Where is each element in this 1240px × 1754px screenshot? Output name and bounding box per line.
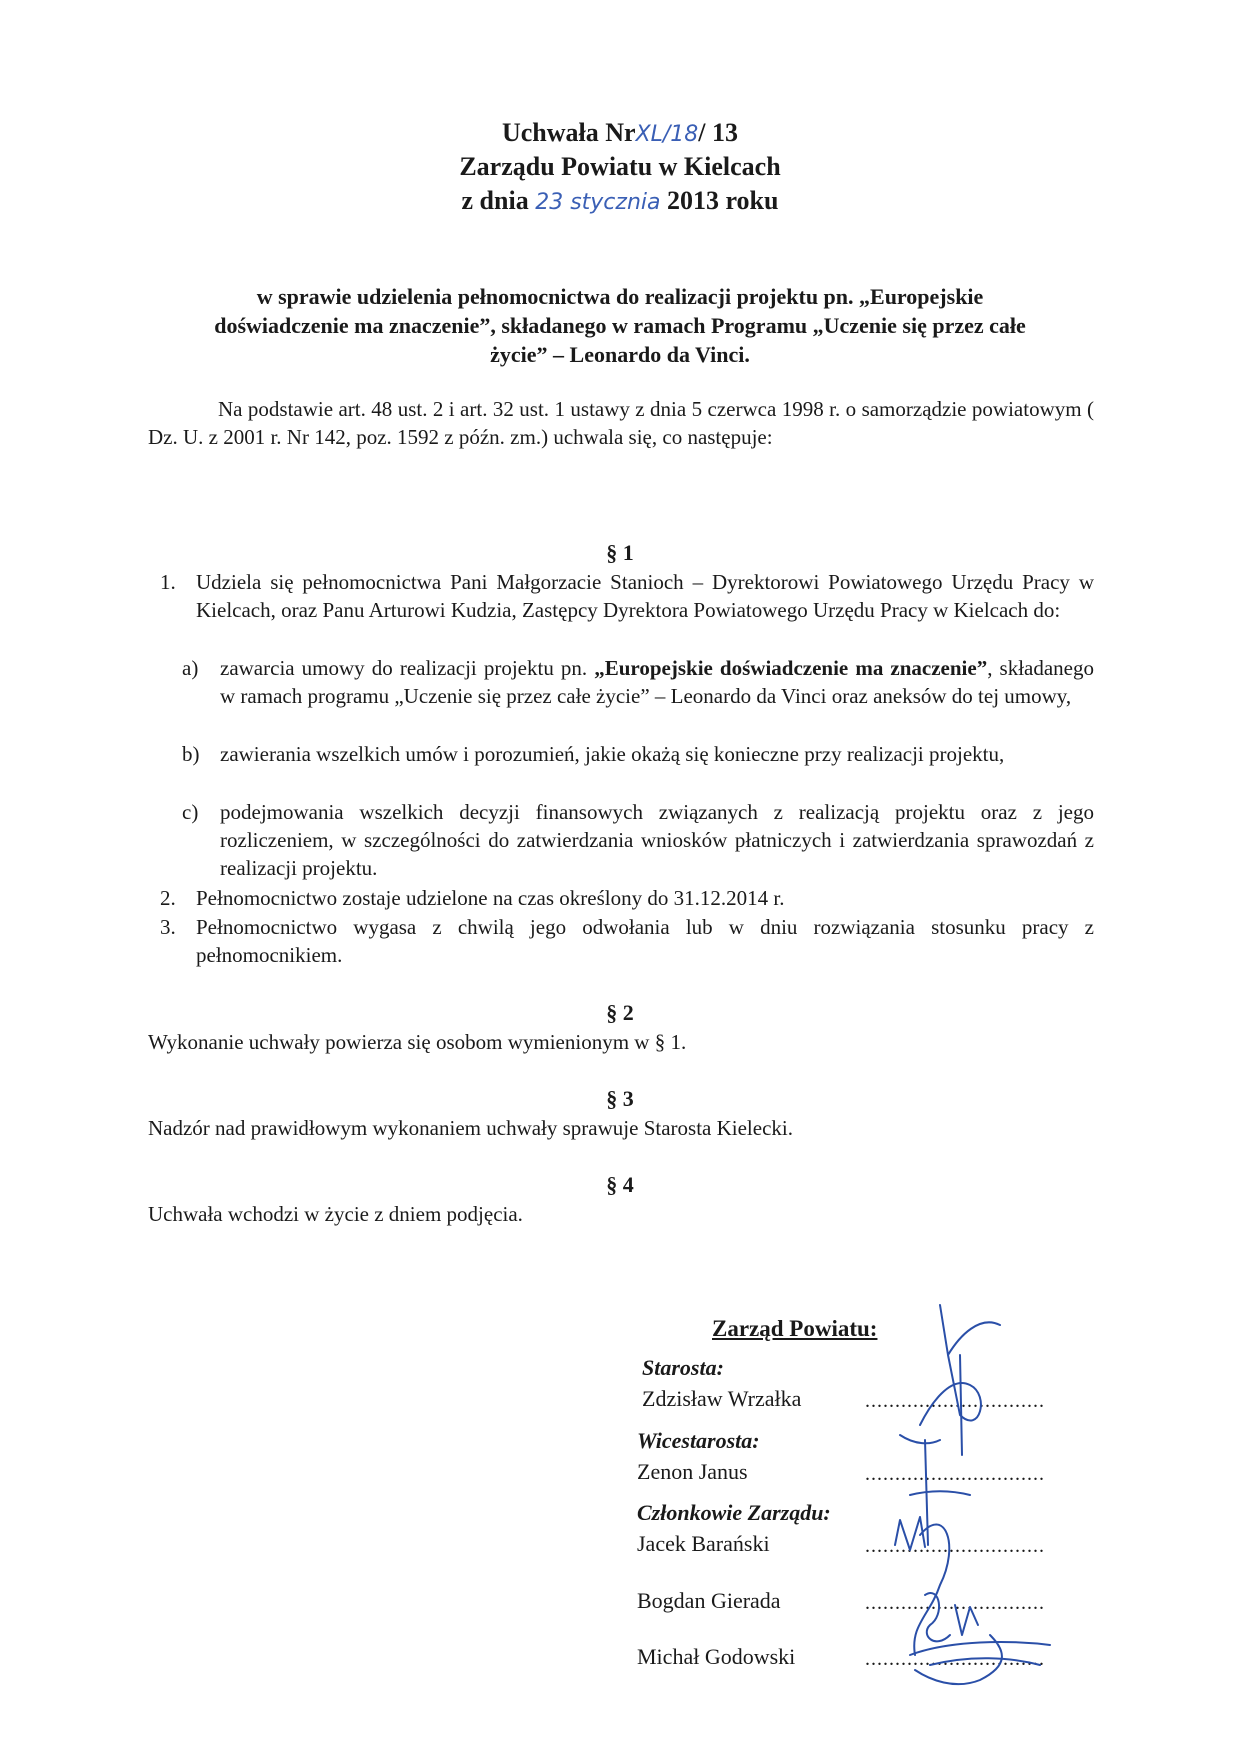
handwritten-number: XL/18 bbox=[635, 122, 699, 147]
item-a-text-pre: zawarcia umowy do realizacji projektu pn. bbox=[220, 656, 588, 680]
role-board-members: Członkowie Zarządu: bbox=[637, 1500, 831, 1525]
subject-line-1: w sprawie udzielenia pełnomocnictwa do realizacji projektu pn. „Europejskie bbox=[256, 284, 984, 309]
handwritten-signatures bbox=[870, 1295, 1070, 1695]
signature-line-2: .............................. bbox=[865, 1463, 1045, 1485]
subject-line-2: doświadczenie ma znaczenie”, składanego w ramach Programu „Uczenie się przez całe bbox=[214, 313, 1026, 338]
role-starosta: Starosta: bbox=[642, 1355, 724, 1380]
signatory-name-3: Jacek Barański bbox=[637, 1531, 770, 1556]
section-4-text: Uchwała wchodzi w życie z dniem podjęcia. bbox=[148, 1202, 523, 1226]
section-3-heading: § 3 bbox=[606, 1086, 634, 1111]
signature-line-4: .............................. bbox=[865, 1592, 1045, 1614]
preamble: Na podstawie art. 48 ust. 2 i art. 32 ust. 1 ustawy z dnia 5 czerwca 1998 r. o samorządzie powiatowym ( Dz. U. z 2001 r. Nr 142, poz. 1592 z późn. zm.) uchwala się, co następuje: bbox=[148, 397, 1094, 449]
item-a-label: a) bbox=[182, 656, 199, 680]
issuing-body: Zarządu Powiatu w Kielcach bbox=[459, 152, 781, 181]
item-b-text: zawierania wszelkich umów i porozumień, jakie okażą się konieczne przy realizacji projektu, bbox=[220, 742, 1005, 766]
signature-line-3: .............................. bbox=[865, 1535, 1045, 1557]
signature-wicestarosta bbox=[900, 1435, 970, 1545]
signatory-name-1: Zdzisław Wrzałka bbox=[642, 1386, 802, 1411]
item-3-text: Pełnomocnictwo wygasa z chwilą jego odwołania lub w dniu rozwiązania stosunku pracy z pełnomocnikiem. bbox=[196, 915, 1094, 967]
date-suffix: 2013 roku bbox=[666, 186, 779, 215]
signatory-name-2: Zenon Janus bbox=[637, 1459, 748, 1484]
item-2-number: 2. bbox=[160, 886, 176, 910]
item-1-text: Udziela się pełnomocnictwa Pani Małgorzacie Stanioch – Dyrektorowi Powiatowego Urzędu Pracy w Kielcach, oraz Panu Arturowi Kudzia, Zastępcy Dyrektora Powiatowego Urzędu Pracy w Kielcach do: bbox=[196, 570, 1094, 622]
signature-line-1: .............................. bbox=[865, 1390, 1045, 1412]
signature-line-5: .............................. bbox=[865, 1648, 1045, 1670]
section-2-heading: § 2 bbox=[606, 1000, 634, 1025]
board-title: Zarząd Powiatu: bbox=[712, 1316, 878, 1341]
item-c-text: podejmowania wszelkich decyzji finansowych związanych z realizacją projektu oraz z jego rozliczeniem, w szczególności do zatwierdzania wniosków płatniczych i zatwierdzania sprawozdań z realizacji projektu. bbox=[220, 800, 1094, 880]
section-2-text: Wykonanie uchwały powierza się osobom wymienionym w § 1. bbox=[148, 1030, 687, 1054]
item-a-text bbox=[220, 654, 1094, 710]
item-a-text-post: , składanego w ramach programu „Uczenie się przez całe życie” – Leonardo da Vinci oraz aneksów do tej umowy, bbox=[220, 656, 1094, 708]
handwritten-date: 23 stycznia bbox=[535, 190, 661, 215]
signatory-name-4: Bogdan Gierada bbox=[637, 1588, 781, 1613]
project-name: „Europejskie doświadczenie ma znaczenie” bbox=[594, 656, 988, 680]
subject-line-3: życie” – Leonardo da Vinci. bbox=[490, 342, 750, 367]
resolution-number-suffix: / 13 bbox=[698, 118, 739, 147]
section-3-text: Nadzór nad prawidłowym wykonaniem uchwały sprawuje Starosta Kielecki. bbox=[148, 1116, 793, 1140]
item-c-label: c) bbox=[182, 800, 199, 824]
resolution-number-prefix: Uchwała Nr bbox=[501, 118, 636, 147]
item-1-number: 1. bbox=[160, 570, 176, 594]
signature-board-members bbox=[895, 1517, 1050, 1684]
signatory-name-5: Michał Godowski bbox=[637, 1644, 796, 1669]
signature-starosta bbox=[920, 1305, 1000, 1455]
role-wicestarosta: Wicestarosta: bbox=[637, 1428, 760, 1453]
resolution-date bbox=[0, 184, 1240, 220]
resolution-number bbox=[0, 116, 1240, 152]
item-2-text: Pełnomocnictwo zostaje udzielone na czas określony do 31.12.2014 r. bbox=[196, 886, 785, 910]
item-b-label: b) bbox=[182, 742, 200, 766]
section-4-heading: § 4 bbox=[606, 1172, 634, 1197]
date-prefix: z dnia bbox=[461, 186, 529, 215]
item-3-number: 3. bbox=[160, 915, 176, 939]
section-1-heading: § 1 bbox=[606, 540, 634, 565]
